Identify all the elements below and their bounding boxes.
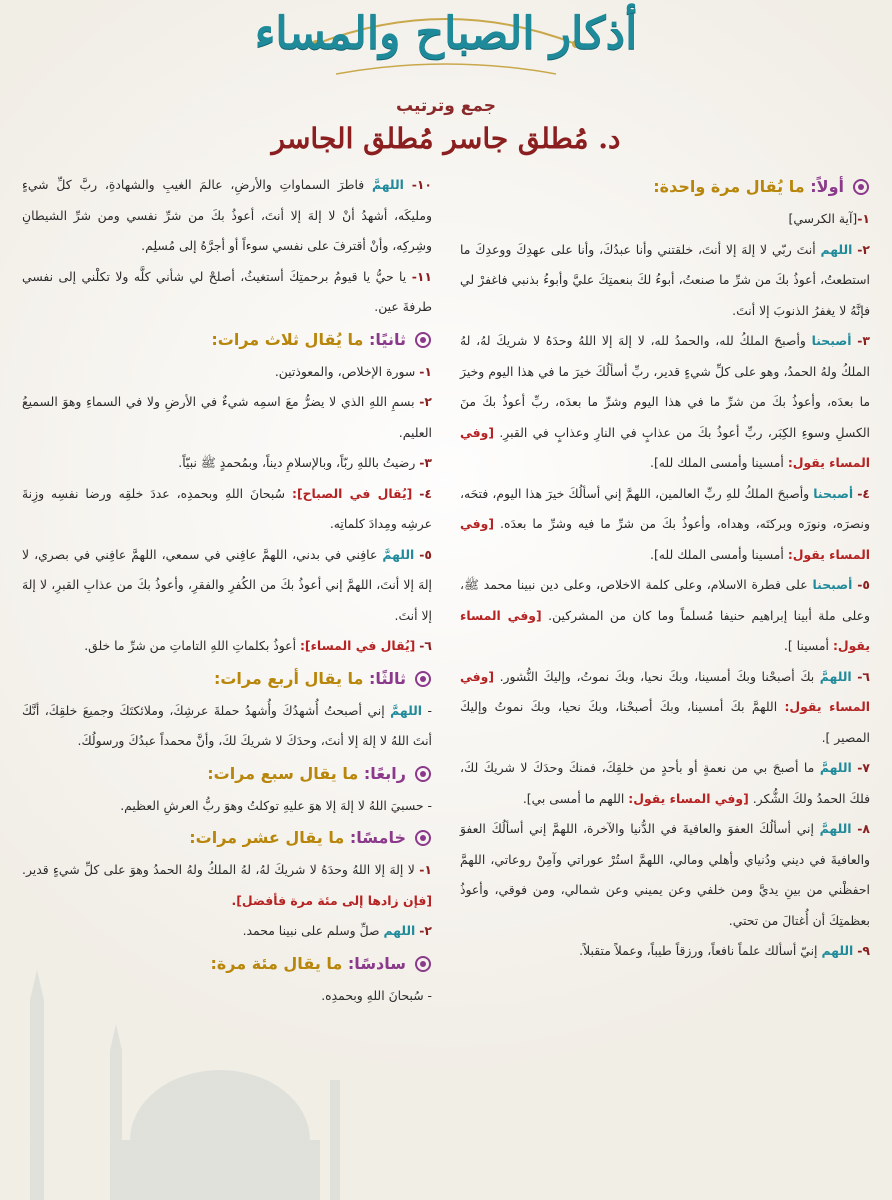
item-number: ١١- — [411, 268, 432, 284]
item-text: إني أصبحتُ أُشهدُكَ وأُشهدُ حملةَ عرشِكَ، وملائكتَكَ وجميعَ خلقِكَ، أنَّكَ أنتَ اللهُ لا إلهَ إلا أنتَ، وحدَكَ لا شريكَ لكَ، وأنَّ محمداً عبدُكَ ورسولُكَ. — [22, 702, 432, 748]
star-ornament-icon — [852, 178, 870, 196]
item-number: ٤- — [419, 485, 432, 501]
item-highlight: أصبحنا — [811, 333, 852, 348]
item-number: ٧- — [857, 760, 870, 775]
star-ornament-icon — [414, 331, 432, 349]
list-item — [22, 916, 432, 947]
item-text: بكَ أصبحْنا وبكَ أمسينا، وبكَ نحيا، وبكَ نموتُ، وإليكَ النُّشور. — [499, 668, 815, 684]
star-ornament-icon — [414, 765, 432, 783]
author-name: د. مُطلق جاسر مُطلق الجاسر — [271, 122, 621, 155]
item-number: ٥- — [857, 577, 870, 592]
item-text: صلِّ وسلم على نبينا محمد. — [242, 923, 380, 938]
item-text: يا حيُّ يا قيومُ برحمتِكَ أستغيثُ، أصلحْ لي شأني كلَّه ولا تكلْني إلى نفسي طرفةَ عين. — [22, 268, 432, 314]
list-item — [22, 170, 432, 262]
item-number: ١- — [419, 862, 432, 877]
item-number: ٥- — [419, 546, 432, 562]
item-text: سُبحانَ اللهِ وبحمدِه، عددَ خلقِه ورضا نفسِه وزِنةَ عرشِه ومِدادَ كلماتِه. — [22, 485, 432, 531]
list-item — [460, 814, 870, 936]
item-text: وأصبحَ الملكُ لله، والحمدُ لله، لا إلهَ إلا اللهُ وحدَهُ لا شريكَ لهُ، لهُ الملكُ ولهُ الحمدُ، وهو على كلِّ شيءٍ قدير، ربِّ أسألُكَ خيرَ ما في هذا اليوم وخيرَ ما بعدَه، وأعوذُ بكَ من شرِّ ما في هذا اليوم وشرِّ ما بعدَه، ربِّ أعوذُ بكَ منَ الكسلِ وسوءِ الكِبَر، ربِّ أعوذُ بكَ من عذابٍ في النارِ وعذابٍ في القبرِ. — [460, 333, 870, 440]
item-text: بسمِ اللهِ الذي لا يضرُّ معَ اسمِه شيءٌ في الأرضِ ولا في السماءِ وهوَ السميعُ العليم. — [22, 394, 432, 440]
evening-note-label: [وفي المساء يقول: — [460, 607, 870, 653]
item-highlight: اللهم — [821, 943, 854, 958]
item-text: سورة الإخلاص، والمعوذتين. — [274, 363, 416, 379]
list-item: - حسبيَ اللهُ لا إلهَ إلا هوَ عليهِ توكلتُ وهوَ ربُّ العرشِ العظيم. — [120, 797, 432, 813]
item-number: ٣- — [857, 333, 870, 348]
item-number: ٢- — [419, 394, 432, 409]
evening-note-label: [وفي المساء يقول: — [460, 516, 870, 562]
list-item — [22, 479, 432, 540]
item-text: إني أسألُكَ العفوَ والعافيةَ في الدُّنيا والآخرة، اللهمَّ إني أسألُكَ العفوَ والعافيةَ في ديني ودُنياي وأهلي ومالي، اللهمَّ استُرْ عوراتي وآمِنْ روعاتي، اللهمَّ احفظْني من بينِ يديَّ ومن خلفي وعن يميني وعن شمالي، ومن فوقي، وأعوذُ بعظمتِكَ أن أُغتالَ من تحتي. — [460, 821, 870, 928]
item-highlight: أصبحنا — [813, 485, 854, 501]
item-number: ٨- — [857, 821, 870, 836]
evening-note: أمسينا وأمسى الملك لله]. — [650, 546, 784, 562]
subtitle: جمع وترتيب — [395, 96, 497, 116]
item-text: فاطرَ السماواتِ والأرضِ، عالمَ الغيبِ والشهادةِ، ربَّ كلِّ شيءٍ ومليكَه، أشهدُ أنْ لا إلهَ إلا أنتَ، أعوذُ بكَ من شرِّ نفسي ومن شرِّ الشيطانِ وشِركِه، وأنْ أقترفَ على نفسي سوءاً أو أجرَّهُ إلى مُسلِم. — [22, 177, 432, 253]
item-text: [آية الكرسي] — [788, 211, 858, 226]
section-seven-times — [22, 757, 432, 791]
evening-note: اللهم ما أمسى بي]. — [522, 790, 625, 806]
item-highlight: اللهم — [820, 241, 853, 257]
list-item — [460, 326, 870, 479]
star-ornament-icon — [414, 829, 432, 847]
item-highlight: اللهمَّ — [819, 760, 852, 775]
item-text: أعوذُ بكلماتِ اللهِ التاماتِ من شرِّ ما خلق. — [84, 638, 297, 653]
item-number: ١٠- — [411, 177, 432, 192]
section-heading: ما يقال أربع مرات: — [213, 668, 364, 688]
item-number: ٣- — [419, 455, 432, 470]
evening-note: أمسينا وأمسى الملك لله]. — [650, 455, 784, 470]
list-item — [22, 448, 432, 479]
section-ten-times — [22, 821, 432, 855]
item-text: إنيّ أسألك علماً نافعاً، ورزقاً طيباً، وعملاً متقبلاً. — [579, 943, 818, 958]
morning-label: [يُقال في الصباح]: — [291, 485, 413, 501]
section-four-times — [22, 662, 432, 696]
list-item — [460, 570, 870, 662]
item-text: وأصبحَ الملكُ للهِ ربِّ العالمين، اللهمَّ إني أسألُكَ خيرَ هذا اليوم، فتحَه، ونصرَه، ونورَه وبركتَه، وهداه، وأعوذُ بكَ من شرِّ ما فيه وشرِّ ما بعدَه. — [460, 485, 870, 531]
list-item: - سُبحانَ اللهِ وبحمدِه. — [321, 987, 432, 1003]
header — [0, 0, 892, 168]
section-number: خامسًا: — [349, 828, 406, 847]
item-number: ٩- — [857, 943, 870, 958]
item-number: ٦- — [857, 668, 870, 684]
list-item — [22, 262, 432, 323]
item-number: ١- — [857, 211, 870, 226]
item-number: ٢- — [857, 241, 870, 257]
item-highlight: اللهم — [383, 923, 416, 938]
section-number: رابعًا: — [363, 763, 406, 783]
list-item — [460, 936, 870, 967]
item-number: ٦- — [419, 638, 432, 653]
page-title: أذكار الصباح والمساء — [254, 8, 638, 59]
item-text: عافِني في بدني، اللهمَّ عافِني في سمعي، اللهمَّ عافِني في بصري، لا إلهَ إلا أنتَ، اللهمَّ إني أعوذُ بكَ من الكُفرِ والفقرِ، وأعوذُ بكَ من عذابِ القبرِ، لا إلهَ إلا أنتَ. — [22, 546, 432, 623]
item-highlight: أصبحنا — [812, 577, 853, 592]
section-heading: ما يقال مئة مرة: — [210, 953, 343, 973]
item-number: ١- — [419, 363, 432, 379]
item-number: ٤- — [857, 485, 870, 501]
section-number: ثالثًا: — [369, 668, 406, 688]
star-ornament-icon — [414, 955, 432, 973]
list-item — [460, 479, 870, 571]
right-column — [460, 170, 870, 967]
list-item — [22, 855, 432, 916]
item-text: على فطرة الاسلام، وعلى كلمة الاخلاص، وعلى دين نبينا محمد ﷺ، وعلى ملة أبينا إبراهيم حنيفا مُسلماً وما كان من المشركين. — [460, 577, 870, 623]
section-three-times — [22, 323, 432, 357]
list-item — [22, 387, 432, 448]
star-ornament-icon — [414, 670, 432, 688]
list-item — [460, 662, 870, 754]
evening-note-label: [وفي المساء يقول: — [460, 424, 870, 470]
section-heading: ما يقال عشر مرات: — [189, 828, 345, 847]
section-once — [460, 170, 870, 204]
section-number: سادسًا: — [347, 953, 406, 973]
item-highlight: اللهمَّ — [372, 177, 404, 192]
list-item — [22, 631, 432, 662]
evening-note-label: [وفي المساء يقول: — [460, 668, 870, 714]
item-highlight: اللهمَّ — [819, 668, 852, 684]
list-item — [22, 357, 432, 388]
evening-label: [يُقال في المساء]: — [299, 638, 416, 653]
evening-note: أمسينا ]. — [783, 638, 829, 653]
bonus-note: [فإن زادها إلى مئة مرة فأفضل]. — [231, 892, 432, 908]
evening-note: اللهمَّ بكَ أمسينا، وبكَ أصبحْنا، وبكَ نحيا، وبكَ نموتُ وإليكَ المصير ]. — [460, 699, 870, 745]
section-hundred-times — [22, 947, 432, 981]
list-item — [460, 204, 870, 235]
list-item — [22, 540, 432, 632]
section-number: ثانيًا: — [369, 329, 406, 349]
section-heading: ما يقال سبع مرات: — [207, 763, 359, 783]
item-text: أنتَ ربّي لا إلهَ إلا أنتَ، خلقتني وأنا عبدُكَ، وأنا على عهدِكَ ووعدِكَ ما استطعتُ، أعوذُ بكَ من شرِّ ما صنعتُ، أبوءُ لكَ بنعمتِكَ عليَّ وأبوءُ بذنبي فاغفرْ لي فإنَّهُ لا يغفرُ الذنوبَ إلا أنتَ. — [460, 241, 870, 318]
left-column — [22, 170, 432, 1011]
list-item — [460, 753, 870, 814]
item-text: لا إلهَ إلا اللهُ وحدَهُ لا شريكَ لهُ، لهُ الملكُ ولهُ الحمدُ وهوَ على كلِّ شيءٍ قدير. — [22, 862, 415, 877]
item-highlight: اللهمَّ — [382, 546, 415, 562]
list-item — [460, 235, 870, 327]
list-item: - اللهمَّ إني أصبحتُ أُشهدُكَ وأُشهدُ حملةَ عرشِكَ، وملائكتَكَ وجميعَ خلقِكَ، أنَّكَ أنتَ اللهُ لا إلهَ إلا أنتَ، وحدَكَ لا شريكَ لكَ، وأنَّ محمداً عبدُكَ ورسولُكَ. — [22, 702, 432, 748]
item-text: ما أصبحَ بي من نعمةٍ أو بأحدٍ من خلقِكَ، فمنكَ وحدَكَ لا شريكَ لكَ، فلكَ الحمدُ ولكَ الشُّكر. — [460, 760, 870, 806]
item-number: ٢- — [419, 923, 432, 938]
section-heading: ما يُقال مرة واحدة: — [653, 177, 805, 196]
section-number: أولاً: — [810, 177, 844, 196]
item-text: رضيتُ باللهِ ربّاً، وبالإسلامِ ديناً، وبمُحمدٍ ﷺ نبيّاً. — [178, 455, 416, 470]
evening-note-label: [وفي المساء يقول: — [628, 790, 749, 806]
item-highlight: اللهمَّ — [819, 821, 852, 836]
content-columns — [22, 170, 870, 1190]
section-heading: ما يُقال ثلاث مرات: — [211, 329, 364, 349]
item-highlight: اللهمَّ — [390, 702, 423, 718]
